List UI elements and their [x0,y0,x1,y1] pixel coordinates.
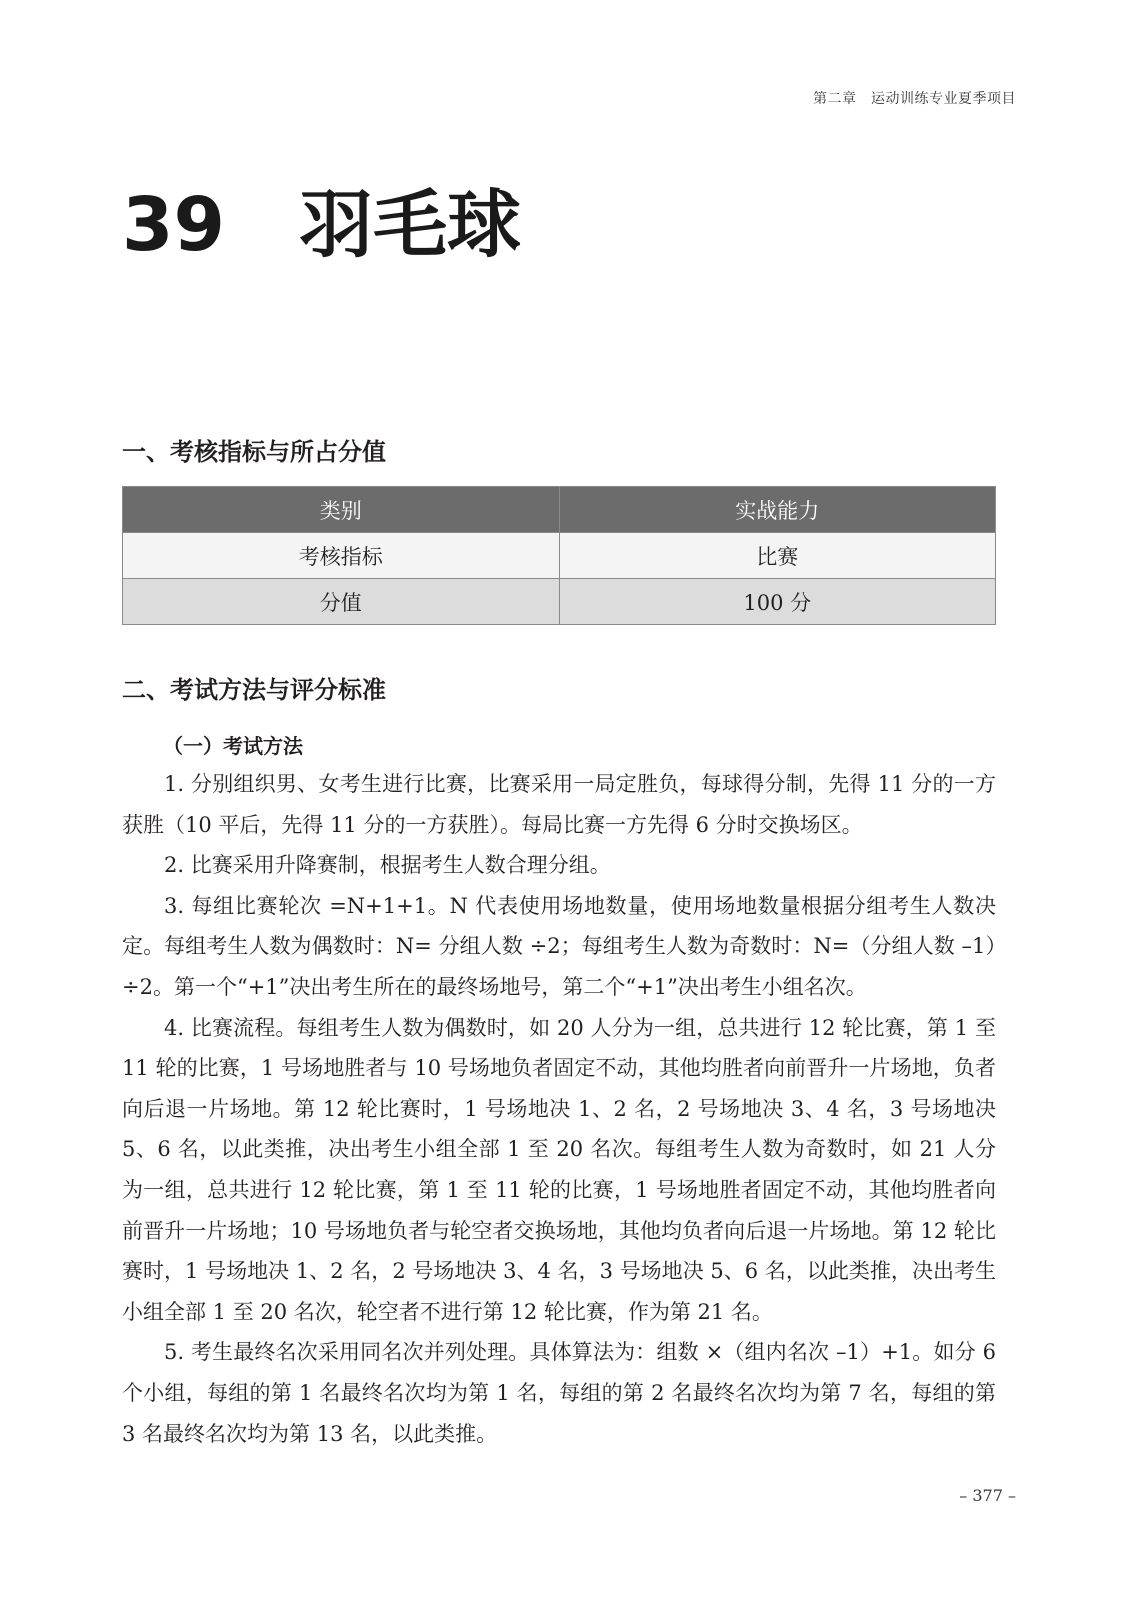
paragraph: 5. 考生最终名次采用同名次并列处理。具体算法为：组数 ×（组内名次 –1）+1。如分 6 个小组，每组的第 1 名最终名次均为第 1 名，每组的第 2 名最终名次均为第 7 名，每组的第 3 名最终名次均为第 13 名，以此类推。 [122,1340,996,1446]
paragraph: 4. 比赛流程。每组考生人数为偶数时，如 20 人分为一组，总共进行 12 轮比赛，第 1 至 11 轮的比赛，1 号场地胜者与 10 号场地负者固定不动，其他均胜者向前晋升一片场地，负者向后退一片场地。第 12 轮比赛时，1 号场地决 1、2 名，2 号场地决 3、4 名，3 号场地决 5、6 名，以此类推，决出考生小组全部 1 至 20 名次。每组考生人数为奇数时，如 21 人分为一组，总共进行 12 轮比赛，第 1 至 11 轮的比赛，1 号场地胜者固定不动，其他均胜者向前晋升一片场地；10 号场地负者与轮空者交换场地，其他均负者向后退一片场地。第 12 轮比赛时，1 号场地决 1、2 名，2 号场地决 3、4 名，3 号场地决 5、6 名，以此类推，决出考生小组全部 1 至 20 名次，轮空者不进行第 12 轮比赛，作为第 21 名。 [122,1015,996,1324]
paragraph: 1. 分别组织男、女考生进行比赛，比赛采用一局定胜负，每球得分制，先得 11 分的一方获胜（10 平后，先得 11 分的一方获胜）。每局比赛一方先得 6 分时交换场区。 [122,772,996,837]
section-heading-methods: 二、考试方法与评分标准 [122,675,386,704]
subheading-exam-method: （一）考试方法 [163,734,303,758]
page-number: – 377 – [959,1486,1016,1505]
score-table [122,486,996,625]
chapter-number: 39 [122,182,225,268]
paragraph: 3. 每组比赛轮次 =N+1+1。N 代表使用场地数量，使用场地数量根据分组考生人数决定。每组考生人数为偶数时：N= 分组人数 ÷2；每组考生人数为奇数时：N=（分组人数 –1）÷2。第一个“+1”决出考生所在的最终场地号，第二个“+1”决出考生小组名次。 [122,893,996,999]
table-row [123,533,996,579]
table-row [123,579,996,625]
table-cell: 100 分 [559,579,996,625]
table-cell: 比赛 [559,533,996,579]
running-header: 第二章 运动训练专业夏季项目 [813,91,1016,107]
chapter-name: 羽毛球 [298,182,521,268]
section-heading-indicators: 一、考核指标与所占分值 [122,437,386,466]
table-header-cell: 实战能力 [559,487,996,533]
table-cell: 考核指标 [123,533,560,579]
body-text [122,764,996,1454]
paragraph: 2. 比赛采用升降赛制，根据考生人数合理分组。 [164,853,611,878]
table-header-row [123,487,996,533]
table-header-cell: 类别 [123,487,560,533]
table-cell: 分值 [123,579,560,625]
chapter-title [122,180,521,270]
